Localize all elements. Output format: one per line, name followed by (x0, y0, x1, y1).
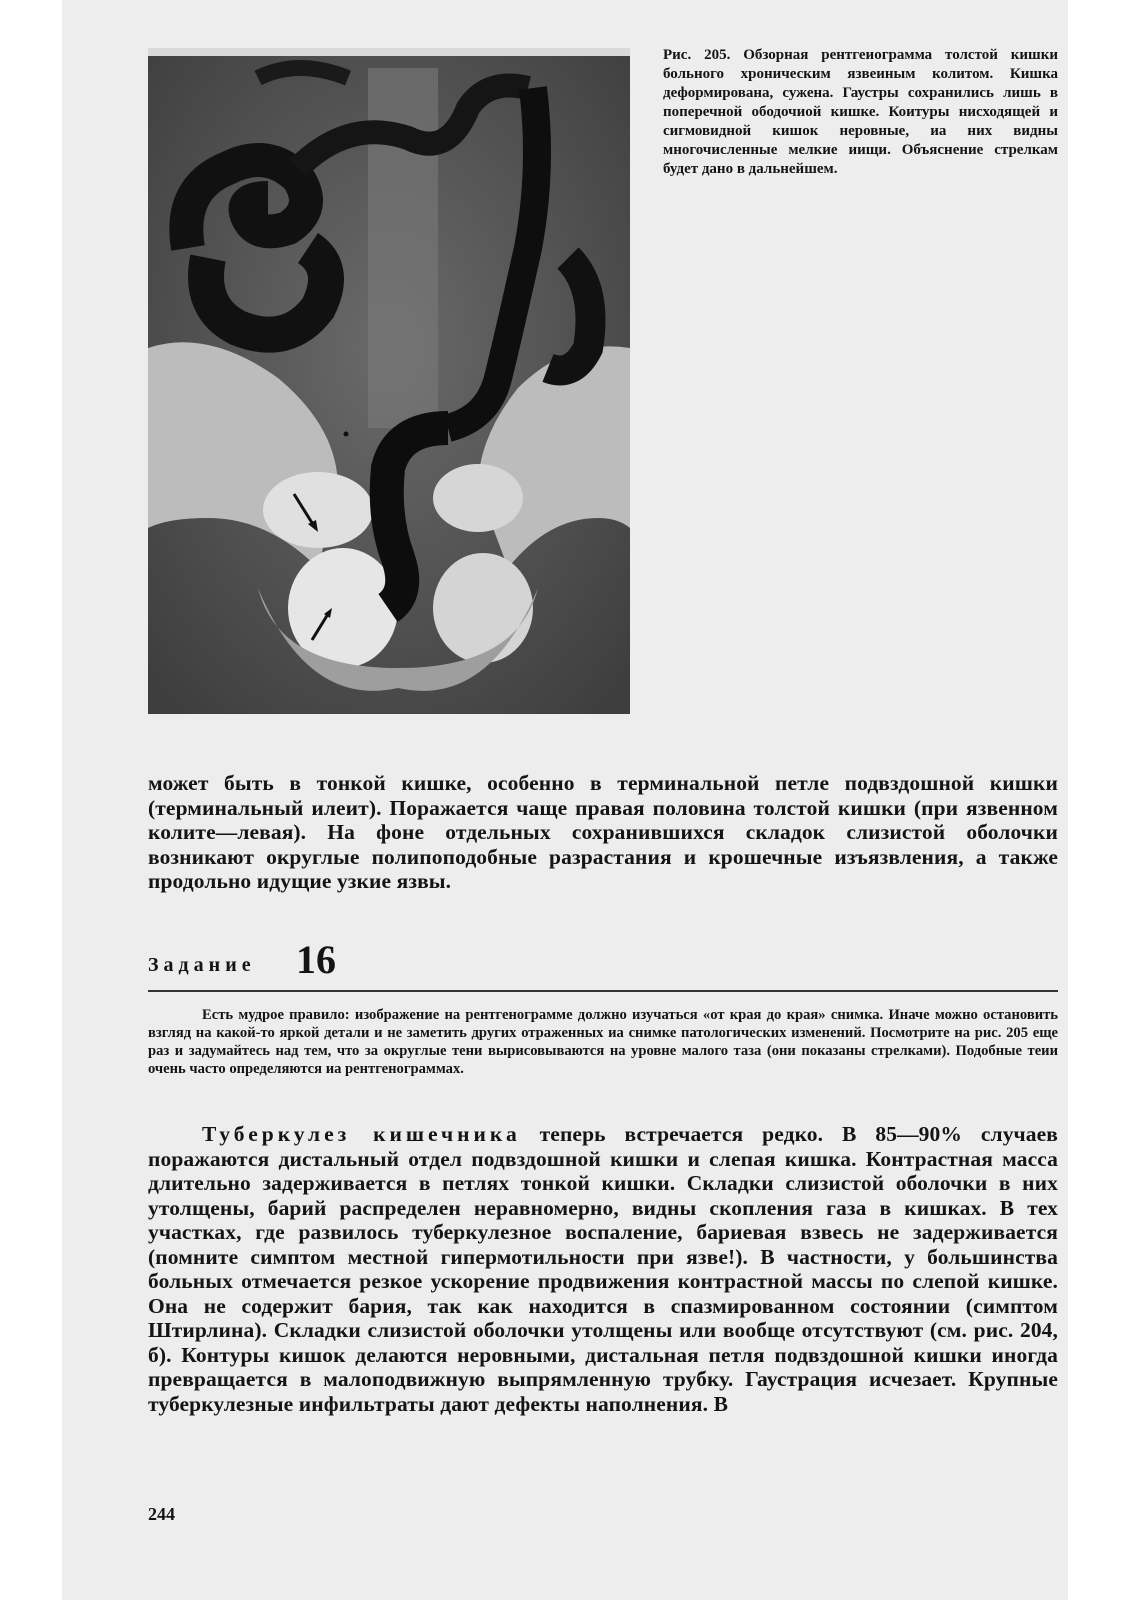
task-word: Задание (148, 954, 256, 976)
task-header (148, 937, 1058, 992)
divider (148, 990, 1058, 992)
task-number: 16 (296, 937, 336, 982)
paragraph-2-text: теперь встречается редко. В 85—90% случаев поражаются дистальный отдел подвздошной кишки и слепая кишка. Контрастная масса длительно задерживается в петлях тонкой кишки. Складки слизистой оболочки в них утолщены, барий распределен неравномерно, видны скопления газа в кишках. В тех участках, где развилось туберкулезное воспаление, бариевая взвесь не задерживается (помните симптом местной гипермотильности при язве!). В частности, у большинства больных отмечается резкое ускорение продвижения контрастной массы по слепой кишке. Она не содержит бария, так как находится в спазмированном состоянии (симптом Штирлина). Складки слизистой оболочки утолщены или вообще отсутствуют (см. рис. 204, б). Контуры кишок делаются неровными, дистальная петля подвздошной кишки иногда превращается в малоподвижную выпрямленную трубку. Гаустрация исчезает. Крупные туберкулезные инфильтраты дают дефекты наполнения. В (148, 1122, 1058, 1416)
xray-picture (148, 48, 630, 714)
caption-text: Обзорная рентгеиограмма толстой кишки больного хроническим язвеиным колитом. Кишка деформирована, сужена. Гаустры сохранились лишь в поперечной ободочиой кишке. Коитуры нисходящей и сигмовидной кишок неровные, иа них видны многочисленные мелкие иищи. Объяснение стрелкам будет дано в дальнейшем. (663, 47, 1059, 177)
xray-image (148, 48, 630, 714)
caption-label: Рис. 205. (663, 47, 731, 63)
task-text: Есть мудрое правило: изображение на рентгенограмме должно изучаться «от края до края» снимка. Иначе можно остановить взгляд на какой-то яркой детали и не заметить других отраженных иа снимке патологических изменений. Посмотрите на рис. 205 еще раз и задумайтесь над тем, что за округлые тени вырисовываются на уровне малого таза (они показаны стрелками). Подобные теии очень часто определяются иа рентгенограммах. (148, 1007, 1058, 1077)
figure-caption (663, 46, 1058, 179)
paragraph-2-lead: Туберкулез кишечника (202, 1122, 521, 1146)
paragraph-1: может быть в тонкой кишке, особенно в терминальной петле подвздошной кишки (терминальный илеит). Поражается чаще правая половина толстой кишки (при язвенном колите—левая). На фоне отдельных сохранившихся складок слизистой оболочки возникают округлые полипоподобные разрастания и крошечные изъязвления, а также продольно идущие узкие язвы. (148, 771, 1058, 893)
paragraph-2 (148, 1122, 1058, 1416)
page-number: 244 (148, 1504, 175, 1524)
